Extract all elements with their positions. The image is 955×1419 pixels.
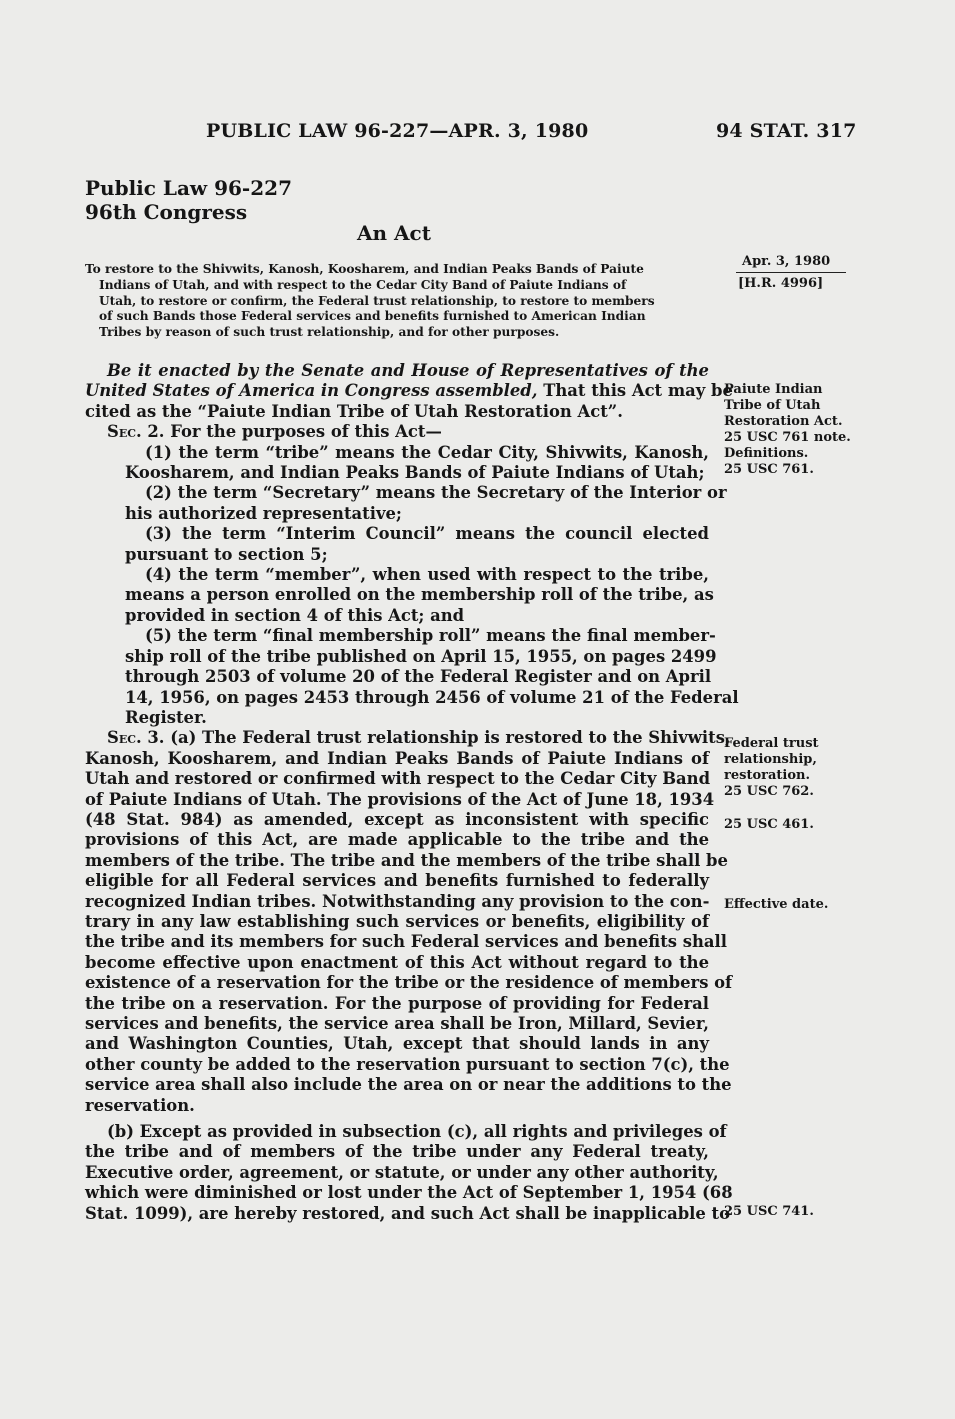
subsection-b-line: Stat. 1099), are hereby restored, and such Act shall be inapplicable to (85, 1203, 731, 1223)
margin-note-line: Federal trust (724, 736, 819, 751)
purpose-line: Indians of Utah, and with respect to the Cedar City Band of Paiute Indians of (99, 277, 627, 292)
definition-line: through 2503 of volume 20 of the Federal Register and on April (125, 667, 712, 687)
section-3-line: Utah and restored or confirmed with respect to the Cedar City Band (85, 769, 711, 789)
section-3-line: (48 Stat. 984) as amended, except as inconsistent with specific (85, 809, 709, 829)
running-header-title: PUBLIC LAW 96-227—APR. 3, 1980 (206, 120, 589, 142)
section-3-line: Kanosh, Koosharem, and Indian Peaks Bands of Paiute Indians of (85, 748, 709, 768)
definition-line: means a person enrolled on the membership roll of the tribe, as (125, 585, 714, 605)
congress-number: 96th Congress (85, 200, 248, 224)
margin-note-line: 25 USC 762. (724, 784, 814, 799)
running-header-page: 94 STAT. 317 (716, 120, 857, 142)
margin-note-trust (724, 736, 819, 800)
margin-rule (736, 272, 846, 273)
section-3-line: existence of a reservation for the tribe or the residence of members of (85, 973, 733, 993)
definition-line: his authorized representative; (125, 503, 402, 523)
definition-line: (5) the term “final membership roll” means the final member- (145, 626, 716, 646)
margin-note-effective-date: Effective date. (724, 897, 829, 912)
purpose-line: Tribes by reason of such trust relationship, and for other purposes. (99, 325, 560, 340)
enacting-clause-line: United States of America in Congress assembled, That this Act may be (85, 381, 733, 401)
section-2-heading: Sec. 2. For the purposes of this Act— (107, 422, 442, 442)
purpose-line: Utah, to restore or confirm, the Federal trust relationship, to restore to members (99, 293, 655, 308)
margin-note-line: Paiute Indian (724, 382, 823, 397)
definition-line: 14, 1956, on pages 2453 through 2456 of volume 21 of the Federal (125, 687, 739, 707)
section-3-line: other county be added to the reservation pursuant to section 7(c), the (85, 1054, 730, 1074)
definition-line: Koosharem, and Indian Peaks Bands of Paiute Indians of Utah; (125, 463, 705, 483)
section-3-line: Sec. 3. (a) The Federal trust relationship is restored to the Shivwits, (107, 728, 731, 748)
enacting-clause-line: Be it enacted by the Senate and House of Representatives of the (107, 361, 709, 380)
section-3-line: service area shall also include the area on or near the additions to the (85, 1075, 732, 1095)
subsection-b-line: (b) Except as provided in subsection (c), all rights and privileges of (107, 1122, 727, 1142)
section-3-line: of Paiute Indians of Utah. The provisions of the Act of June 18, 1934 (85, 789, 715, 809)
margin-note-line: Tribe of Utah (724, 398, 821, 413)
section-3-line: recognized Indian tribes. Notwithstanding any provision to the con- (85, 891, 710, 911)
margin-note-line: 25 USC 761 note. (724, 430, 851, 445)
purpose-line: of such Bands those Federal services and benefits furnished to American Indian (99, 309, 646, 324)
subsection-b-line: Executive order, agreement, or statute, or under any other authority, (85, 1162, 719, 1182)
section-3-line: members of the tribe. The tribe and the members of the tribe shall be (85, 850, 728, 870)
definition-line: (3) the term “Interim Council” means the council elected (145, 524, 709, 544)
purpose-paragraph (85, 262, 709, 341)
definition-line: provided in section 4 of this Act; and (125, 605, 465, 625)
section-3-line: and Washington Counties, Utah, except that should lands in any (85, 1034, 709, 1054)
margin-note-line: restoration. (724, 768, 810, 783)
act-heading: An Act (357, 221, 431, 245)
definition-line: (1) the term “tribe” means the Cedar City, Shivwits, Kanosh, (145, 442, 709, 462)
section-3-line: the tribe and its members for such Federal services and benefits shall (85, 932, 727, 952)
margin-date: Apr. 3, 1980 (742, 254, 831, 269)
margin-note-line: Definitions. (724, 446, 809, 461)
definition-line: (4) the term “member”, when used with respect to the tribe, (145, 565, 709, 585)
section-3-line: the tribe on a reservation. For the purpose of providing for Federal (85, 993, 709, 1013)
section-3-line: provisions of this Act, are made applicable to the tribe and the (85, 830, 709, 850)
definition-line: (2) the term “Secretary” means the Secretary of the Interior or (145, 483, 727, 503)
subsection-b-line: the tribe and of members of the tribe under any Federal treaty, (85, 1142, 709, 1162)
section-3-line: become effective upon enactment of this Act without regard to the (85, 952, 709, 972)
margin-bill-number: [H.R. 4996] (738, 276, 824, 291)
section-3-line: services and benefits, the service area shall be Iron, Millard, Sevier, (85, 1014, 709, 1033)
enacting-clause-line: cited as the “Paiute Indian Tribe of Utah Restoration Act”. (85, 401, 623, 421)
purpose-line: To restore to the Shivwits, Kanosh, Koosharem, and Indian Peaks Bands of Paiute (85, 262, 644, 276)
margin-note-line: relationship, (724, 752, 817, 767)
section-3-line: reservation. (85, 1095, 195, 1115)
section-3-line: eligible for all Federal services and benefits furnished to federally (85, 871, 709, 891)
public-law-number: Public Law 96-227 (85, 176, 292, 200)
margin-note-short-title (724, 382, 851, 478)
section-3-line: trary in any law establishing such services or benefits, eligibility of (85, 911, 709, 931)
margin-note-line: 25 USC 761. (724, 462, 814, 477)
definition-line: ship roll of the tribe published on April 15, 1955, on pages 2499 (125, 646, 717, 666)
margin-note-usc-461: 25 USC 461. (724, 817, 814, 832)
definition-line: Register. (125, 707, 207, 727)
margin-note-line: Restoration Act. (724, 414, 843, 429)
body-text (85, 361, 739, 1224)
margin-note-usc-741: 25 USC 741. (724, 1204, 814, 1219)
definition-line: pursuant to section 5; (125, 544, 328, 564)
subsection-b-line: which were diminished or lost under the Act of September 1, 1954 (68 (85, 1183, 733, 1203)
